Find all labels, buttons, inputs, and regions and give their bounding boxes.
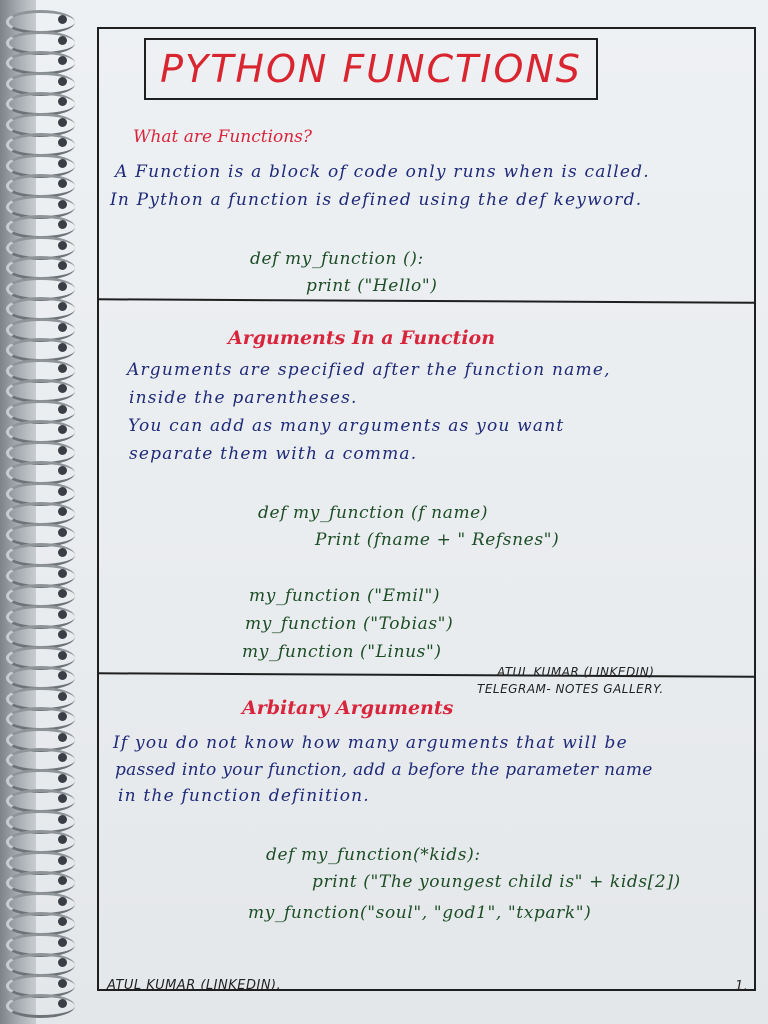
punch-hole (58, 507, 67, 516)
punch-hole (58, 692, 67, 701)
punch-hole (58, 671, 67, 680)
section2-line-2: inside the parentheses. (129, 388, 358, 408)
section1-heading: What are Functions? (133, 127, 313, 147)
punch-hole (58, 610, 67, 619)
punch-hole (58, 548, 67, 557)
punch-hole (58, 118, 67, 127)
section2-line-4: separate them with a comma. (129, 444, 418, 464)
punch-hole (58, 220, 67, 229)
punch-hole (58, 323, 67, 332)
punch-hole (58, 36, 67, 45)
section3-code-2: print ("The youngest child is" + kids[2]) (312, 872, 681, 892)
punch-hole (58, 343, 67, 352)
section1-code-2: print ("Hello") (306, 276, 438, 296)
credit-linkedin: ATUL KUMAR (LINKEDIN) (497, 665, 655, 679)
section1-line-2: In Python a function is defined using the def keyword. (110, 190, 643, 210)
section2-code-1: def my_function (f name) (258, 503, 489, 523)
punch-hole (58, 405, 67, 414)
section2-call-1: my_function ("Emil") (249, 586, 441, 606)
punch-hole (58, 938, 67, 947)
punch-hole (58, 261, 67, 270)
section3-heading: Arbitary Arguments (242, 697, 454, 719)
section2-line-3: You can add as many arguments as you want (128, 416, 565, 436)
punch-hole (58, 630, 67, 639)
section2-heading: Arguments In a Function (228, 327, 496, 349)
punch-hole (58, 56, 67, 65)
section3-code-3: my_function("soul", "god1", "txpark") (248, 903, 592, 923)
section2-line-1: Arguments are specified after the function name, (127, 360, 611, 380)
section3-line-1: If you do not know how many arguments that will be (113, 733, 628, 753)
punch-hole (58, 774, 67, 783)
punch-hole (58, 466, 67, 475)
punch-hole (58, 999, 67, 1008)
section1-line-1: A Function is a block of code only runs when is called. (115, 162, 650, 182)
punch-hole (58, 794, 67, 803)
punch-hole (58, 138, 67, 147)
page-title: PYTHON FUNCTIONS (160, 47, 582, 91)
punch-hole (58, 200, 67, 209)
punch-hole (58, 241, 67, 250)
punch-hole (58, 958, 67, 967)
punch-hole (58, 364, 67, 373)
punch-hole (58, 77, 67, 86)
punch-hole (58, 384, 67, 393)
section3-code-1: def my_function(*kids): (266, 845, 481, 865)
punch-hole (58, 835, 67, 844)
punch-hole (58, 282, 67, 291)
punch-hole (58, 15, 67, 24)
punch-hole (58, 97, 67, 106)
section2-call-3: my_function ("Linus") (242, 642, 442, 662)
punch-hole (58, 753, 67, 762)
punch-hole (58, 815, 67, 824)
punch-hole (58, 569, 67, 578)
punch-hole (58, 487, 67, 496)
section2-call-2: my_function ("Tobias") (245, 614, 454, 634)
punch-hole (58, 733, 67, 742)
punch-hole (58, 917, 67, 926)
punch-hole (58, 876, 67, 885)
punch-hole (58, 979, 67, 988)
section1-code-1: def my_function (): (250, 249, 424, 269)
page-number: 1. (735, 979, 749, 994)
punch-hole (58, 897, 67, 906)
punch-hole (58, 589, 67, 598)
punch-hole (58, 159, 67, 168)
spiral-binding (0, 0, 84, 1024)
punch-hole (58, 425, 67, 434)
section3-line-3: in the function definition. (118, 786, 370, 806)
punch-hole (58, 446, 67, 455)
title-box (144, 38, 598, 100)
punch-hole (58, 302, 67, 311)
punch-hole (58, 712, 67, 721)
credit-telegram: TELEGRAM- NOTES GALLERY. (477, 682, 664, 696)
section2-code-2: Print (fname + " Refsnes") (315, 530, 560, 550)
punch-hole (58, 856, 67, 865)
punch-hole (58, 651, 67, 660)
footer-author: ATUL KUMAR (LINKEDIN). (107, 978, 282, 993)
punch-hole (58, 179, 67, 188)
punch-hole (58, 528, 67, 537)
section3-line-2: passed into your function, add a before the parameter name (115, 760, 653, 780)
